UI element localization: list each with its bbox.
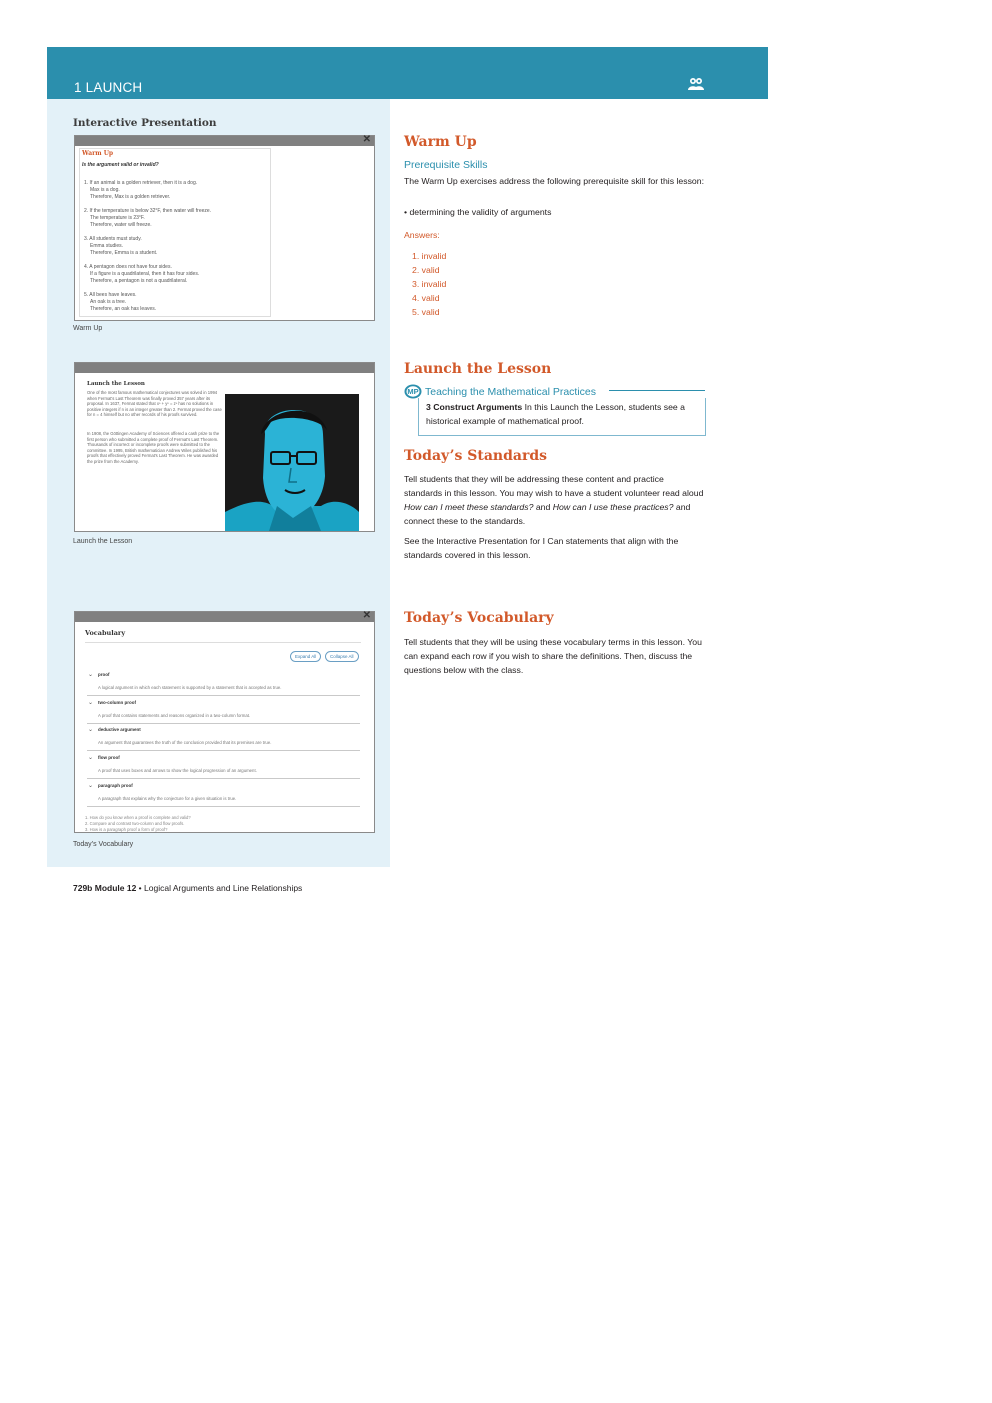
vocab-row[interactable]: ⌄ proof A logical argument in which each statement is supported by a statement that is accepted as true. bbox=[87, 672, 360, 696]
answers-list bbox=[412, 249, 446, 319]
vocabulary-body: Tell students that they will be using these vocabulary terms in this lesson. You can expand each row if you wish to share the definitions. Then, discuss the questions below with the class. bbox=[404, 637, 702, 675]
launch-thumbnail[interactable] bbox=[74, 362, 375, 532]
page-number: 729b bbox=[73, 883, 93, 893]
collapse-all-button[interactable]: Collapse All bbox=[325, 651, 359, 662]
math-practices-text: 3 Construct Arguments In this Launch the Lesson, students see a historical example of mathematical proof. bbox=[426, 402, 685, 426]
answer-item: 3. invalid bbox=[412, 279, 447, 289]
answer-item: 2. valid bbox=[412, 265, 440, 275]
section-title: 1 LAUNCH bbox=[74, 80, 143, 95]
answers-label: Answers: bbox=[404, 230, 440, 240]
chapter-title: Logical Arguments and Line Relationships bbox=[144, 883, 303, 893]
discussion-question: 1. How do you know when a proof is complete and valid? bbox=[85, 815, 191, 820]
page-footer: 729b Module 12 • Logical Arguments and Line Relationships bbox=[73, 883, 303, 893]
module-label: Module 12 bbox=[94, 883, 137, 893]
standards-heading: Today’s Standards bbox=[404, 448, 548, 464]
vocabulary-thumbnail[interactable] bbox=[74, 611, 375, 833]
slide-item: 3. All students must study. Emma studies. Therefore, Emma is a student. bbox=[84, 236, 158, 257]
slide-title: Launch the Lesson bbox=[87, 381, 145, 387]
thumbnail-caption: Launch the Lesson bbox=[73, 538, 133, 545]
chevron-down-icon[interactable]: ⌄ bbox=[88, 727, 94, 733]
close-icon[interactable]: ✕ bbox=[362, 134, 371, 145]
math-practices-box bbox=[404, 386, 706, 436]
divider bbox=[85, 642, 361, 643]
math-practices-badge-icon bbox=[404, 384, 422, 399]
group-icon bbox=[687, 77, 705, 91]
portrait-image bbox=[225, 394, 359, 531]
thumbnail-titlebar bbox=[75, 136, 374, 146]
slide-item: 5. All bees have leaves. An oak is a tree. Therefore, an oak has leaves. bbox=[84, 292, 157, 313]
slide-title: Vocabulary bbox=[85, 629, 126, 637]
section-banner bbox=[47, 47, 768, 99]
launch-heading: Launch the Lesson bbox=[404, 361, 552, 377]
slide-paragraph: In 1908, the Göttingen Academy of Sciences offered a cash prize to the first person who submitted a complete proof of Fermat's Last Theorem. Thousands of incorrect or incomplete proofs were submitted to the committee. In 1995, British mathematician Andrew Wiles published his proofs that effectively proved Fermat's Last Theorem. He was awarded the prize from the Academy. bbox=[87, 431, 220, 464]
chevron-down-icon[interactable]: ⌄ bbox=[88, 700, 94, 706]
standards-body: Tell students that they will be addressing these content and practice standards in this lesson. You may wish to have a student volunteer read aloud How can I meet these standards? and How can I use these practices? and connect these to the standards. bbox=[404, 474, 704, 526]
slide-item: 1. If an animal is a golden retriever, then it is a dog. Max is a dog. Therefore, Max is a golden retriever. bbox=[84, 180, 198, 201]
thumbnail-caption: Warm Up bbox=[73, 325, 103, 332]
standards-note: See the Interactive Presentation for I Can statements that align with the standards covered in this lesson. bbox=[404, 536, 679, 560]
thumbnail-caption: Today’s Vocabulary bbox=[73, 841, 134, 848]
panel-heading: Interactive Presentation bbox=[73, 117, 217, 129]
slide-item: 4. A pentagon does not have four sides. If a figure is a quadrilateral, then it has four sides. Therefore, a pentagon is not a quadrilateral. bbox=[84, 264, 200, 285]
slide-paragraph: One of the most famous mathematical conjectures was solved in 1994 when Fermat's Last Theorem was finally proved 357 years after its proposal. In 1637, Fermat stated that xⁿ + yⁿ = zⁿ has no solutions in positive integers if n is an integer greater than 2. Fermat proved the case for n = 4 himself but no other records of his proofs survived. bbox=[87, 390, 222, 418]
discussion-question: 2. Compare and contrast two-column and flow proofs. bbox=[85, 821, 185, 826]
warm-up-thumbnail[interactable] bbox=[74, 135, 375, 321]
warm-up-body: The Warm Up exercises address the following prerequisite skill for this lesson: bbox=[404, 176, 704, 186]
chevron-down-icon[interactable]: ⌄ bbox=[88, 672, 94, 678]
divider bbox=[609, 390, 705, 391]
vocabulary-heading: Today’s Vocabulary bbox=[404, 610, 554, 626]
thumbnail-titlebar bbox=[75, 612, 374, 622]
close-icon[interactable]: ✕ bbox=[362, 610, 371, 621]
expand-all-button[interactable]: Expand All bbox=[290, 651, 321, 662]
warm-up-heading: Warm Up bbox=[404, 134, 477, 150]
thumbnail-titlebar bbox=[75, 363, 374, 373]
math-practices-frame bbox=[418, 398, 706, 436]
prerequisite-bullet: • determining the validity of arguments bbox=[404, 207, 552, 217]
vocab-row[interactable]: ⌄ deductive argument An argument that guarantees the truth of the conclusion provided that its premises are true. bbox=[87, 727, 360, 751]
answer-item: 4. valid bbox=[412, 293, 440, 303]
answer-item: 1. invalid bbox=[412, 251, 447, 261]
prerequisite-skills-heading: Prerequisite Skills bbox=[404, 159, 488, 171]
chevron-down-icon[interactable]: ⌄ bbox=[88, 783, 94, 789]
vocab-row[interactable]: ⌄ two-column proof A proof that contains statements and reasons organized in a two-column format. bbox=[87, 700, 360, 724]
answer-item: 5. valid bbox=[412, 307, 440, 317]
slide-item: 2. If the temperature is below 32°F, then water will freeze. The temperature is 23°F. Therefore, water will freeze. bbox=[84, 208, 212, 229]
chevron-down-icon[interactable]: ⌄ bbox=[88, 755, 94, 761]
math-practices-heading: Teaching the Mathematical Practices bbox=[425, 386, 596, 398]
svg-text:MP: MP bbox=[407, 387, 419, 397]
vocab-row[interactable]: ⌄ flow proof A proof that uses boxes and arrows to show the logical progression of an argument. bbox=[87, 755, 360, 779]
slide-question: Is the argument valid or invalid? bbox=[82, 162, 159, 168]
vocab-row[interactable]: ⌄ paragraph proof A paragraph that explains why the conjecture for a given situation is true. bbox=[87, 783, 360, 807]
interactive-presentation-panel bbox=[47, 99, 390, 867]
slide-title: Warm Up bbox=[82, 150, 114, 157]
discussion-question: 3. How is a paragraph proof a form of proof? bbox=[85, 827, 168, 832]
